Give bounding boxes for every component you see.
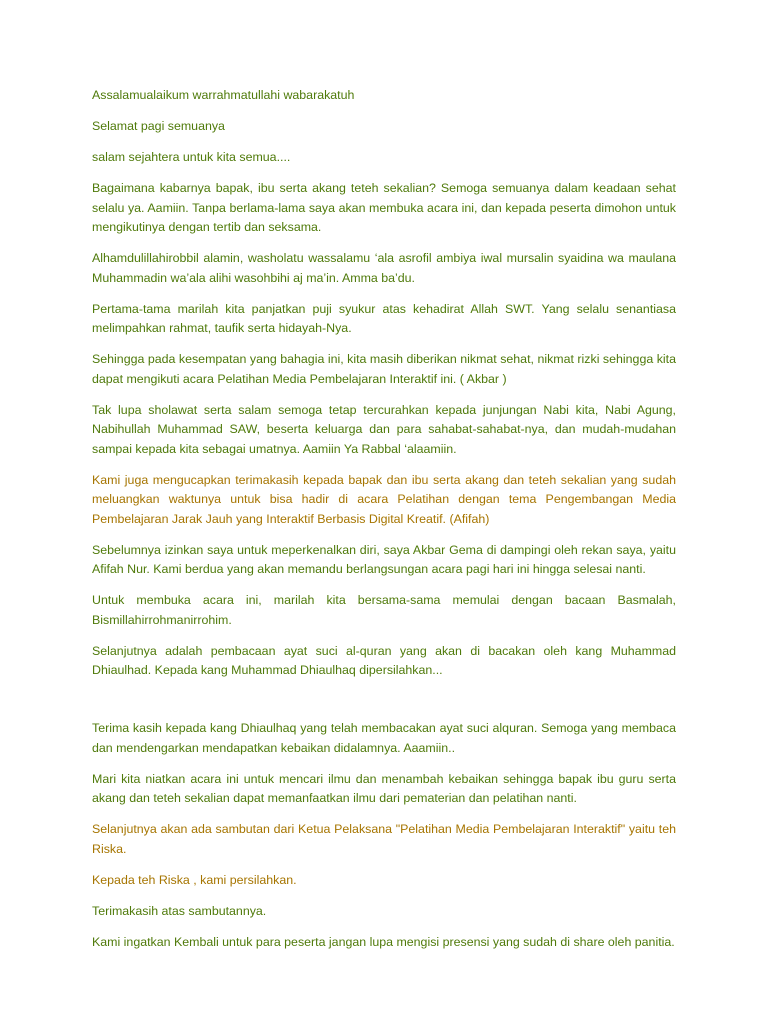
thanks-speech-paragraph: Terimakasih atas sambutannya. — [92, 903, 267, 918]
greeting-salam: Assalamualaikum warrahmatullahi wabarakatuh — [92, 88, 355, 102]
gratitude-paragraph: Pertama-tama marilah kita panjatkan puji syukur atas kehadirat Allah SWT. Yang selalu senantiasa melimpahkan rahmat, taufik serta hidayah-Nya. — [92, 301, 676, 335]
thanks-attendees-paragraph: Kami juga mengucapkan terimakasih kepada bapak dan ibu serta akang dan teteh sekalian yang sudah meluangkan waktunya untuk bisa hadir di acara Pelatihan dengan tema Pengembangan Media Pembelajaran Jarak Jauh yang Interaktif Berbasis Digital Kreatif. (Afifah) — [92, 472, 676, 526]
opening-paragraph: Bagaimana kabarnya bapak, ibu serta akang teteh sekalian? Semoga semuanya dalam keadaan sehat selalu ya. Aamiin. Tanpa berlama-lama saya akan membuka acara ini, dan kepada peserta dimohon untuk mengikutinya dengan tertib dan seksama. — [92, 181, 676, 234]
invite-speaker-paragraph: Kepada teh Riska , kami persilahkan. — [92, 872, 297, 887]
introduction-paragraph: Sebelumnya izinkan saya untuk meperkenalkan diri, saya Akbar Gema di dampingi oleh rekan saya, yaitu Afifah Nur. Kami berdua yang akan memandu berlangsungan acara pagi hari ini hingga selesai nanti. — [92, 542, 676, 576]
thanks-reader-paragraph: Terima kasih kepada kang Dhiaulhaq yang telah membacakan ayat suci alquran. Semoga yang membaca dan mendengarkan mendapatkan kebaikan didalamnya. Aaamiin.. — [92, 721, 676, 755]
opportunity-paragraph: Sehingga pada kesempatan yang bahagia ini, kita masih diberikan nikmat sehat, nikmat rizki sehingga kita dapat mengikuti acara Pelatihan Media Pembelajaran Interaktif ini. ( Akbar ) — [92, 352, 676, 386]
intention-paragraph: Mari kita niatkan acara ini untuk mencari ilmu dan menambah kebaikan sehingga bapak ibu guru serta akang dan teteh sekalian dapat memanfaatkan ilmu dari pematerian dan pelatihan nanti. — [92, 771, 676, 805]
greeting-peace: salam sejahtera untuk kita semua.... — [92, 150, 291, 164]
attendance-reminder-paragraph: Kami ingatkan Kembali untuk para peserta jangan lupa mengisi presensi yang sudah di share oleh panitia. — [92, 934, 675, 949]
prayer-paragraph: Alhamdulillahirobbil alamin, washolatu wassalamu ‘ala asrofil ambiya iwal mursalin syaidina wa maulana Muhammadin wa’ala alihi wasohbihi aj ma’in. Amma ba’du. — [92, 251, 676, 285]
quran-reading-paragraph: Selanjutnya adalah pembacaan ayat suci al-quran yang akan di bacakan oleh kang Muhammad Dhiaulhad. Kepada kang Muhammad Dhiaulhaq dipersilahkan... — [92, 643, 676, 677]
speech-announcement-paragraph: Selanjutnya akan ada sambutan dari Ketua Pelaksana "Pelatihan Media Pembelajaran Interaktif" yaitu teh Riska. — [92, 822, 676, 856]
sholawat-paragraph: Tak lupa sholawat serta salam semoga tetap tercurahkan kepada junjungan Nabi kita, Nabi Agung, Nabihullah Muhammad SAW, beserta keluarga dan para sahabat-sahabat-nya, dan mudah-mudahan sampai kepada kita sebagai umatnya. Aamiin Ya Rabbal ‘alaamiin. — [92, 402, 676, 456]
paragraph-gap — [92, 692, 676, 719]
basmalah-paragraph: Untuk membuka acara ini, marilah kita bersama-sama memulai dengan bacaan Basmalah, Bismillahirrohmanirrohim. — [92, 593, 676, 627]
greeting-morning: Selamat pagi semuanya — [92, 119, 225, 133]
